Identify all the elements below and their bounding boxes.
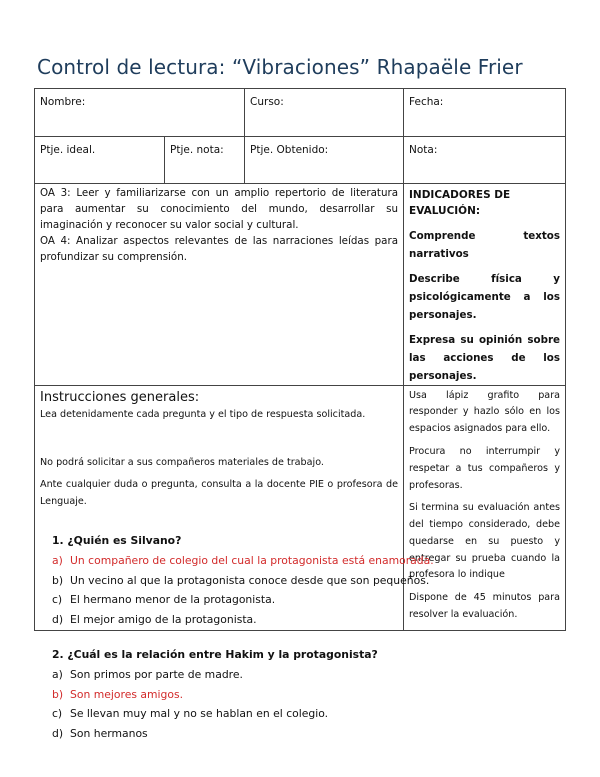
- objectives-cell: [35, 184, 404, 386]
- ptje-obtenido-label: Ptje. Obtenido:: [250, 144, 329, 156]
- fecha-label: Fecha:: [409, 96, 444, 108]
- question-text: ¿Cuál es la relación entre Hakim y la protagonista?: [67, 648, 378, 661]
- indicators-cell: [404, 184, 566, 386]
- question-text: ¿Quién es Silvano?: [67, 534, 182, 547]
- page-title: Control de lectura: “Vibraciones” Rhapaële Frier: [37, 55, 523, 79]
- rule-item: Procura no interrumpir y respetar a tus compañeros y profesoras.: [409, 446, 561, 491]
- answer-option[interactable]: a) Son primos por parte de madre.: [52, 668, 243, 681]
- nota-label: Nota:: [409, 144, 438, 156]
- nombre-field[interactable]: [35, 89, 245, 137]
- answer-option[interactable]: d) El mejor amigo de la protagonista.: [52, 612, 257, 626]
- oa4-text: OA 4: Analizar aspectos relevantes de las narraciones leídas para profundizar su comprensión.: [40, 234, 399, 263]
- oa3-text: OA 3: Leer y familiarizarse con un amplio repertorio de literatura para aumentar su conocimiento del mundo, desarrollar su imaginación y reconocer su valor social y cultural.: [40, 187, 399, 231]
- ptje-ideal-field[interactable]: [35, 137, 165, 184]
- curso-field[interactable]: [245, 89, 404, 137]
- rule-item: Si termina su evaluación antes del tiempo considerado, debe quedarse en su puesto y entregar su prueba cuando la profesora lo indique: [409, 502, 561, 581]
- answer-option[interactable]: c) Se llevan muy mal y no se hablan en el colegio.: [52, 707, 329, 720]
- ptje-obtenido-field[interactable]: [245, 137, 404, 184]
- indicator-item: Describe física y psicológicamente a los personajes.: [409, 272, 561, 321]
- indicator-item: Comprende textos narrativos: [409, 229, 561, 260]
- answer-option[interactable]: b) Un vecino al que la protagonista conoce desde que son pequeños.: [52, 573, 430, 587]
- instruction-item: Ante cualquier duda o pregunta, consulta a la docente PIE o profesora de Lenguaje.: [40, 479, 399, 507]
- ptje-nota-field[interactable]: [165, 137, 245, 184]
- rule-item: Usa lápiz grafito para responder y hazlo sólo en los espacios asignados para ello.: [409, 389, 561, 435]
- fecha-field[interactable]: [404, 89, 566, 137]
- question-title: 2. ¿Cuál es la relación entre Hakim y la protagonista?: [52, 648, 378, 661]
- nota-field[interactable]: [404, 137, 566, 184]
- instruction-item: Lea detenidamente cada pregunta y el tipo de respuesta solicitada.: [40, 408, 366, 420]
- answer-option[interactable]: a) Un compañero de colegio del cual la protagonista está enamorada.: [52, 554, 434, 567]
- answer-option[interactable]: b) Son mejores amigos.: [52, 687, 184, 701]
- question-1: [52, 534, 572, 629]
- instructions-title: Instrucciones generales:: [40, 389, 200, 405]
- answer-option[interactable]: d) Son hermanos: [52, 726, 148, 740]
- question-title: 1. ¿Quién es Silvano?: [52, 534, 182, 547]
- question-2: [52, 648, 572, 743]
- ptje-ideal-label: Ptje. ideal.: [40, 144, 96, 156]
- indicator-item: Expresa su opinión sobre las acciones de los personajes.: [409, 333, 561, 382]
- rule-item: Dispone de 45 minutos para resolver la evaluación.: [409, 592, 561, 621]
- nombre-label: Nombre:: [40, 96, 86, 108]
- answer-option[interactable]: c) El hermano menor de la protagonista.: [52, 593, 276, 606]
- questions-section: [52, 534, 572, 743]
- instruction-item: No podrá solicitar a sus compañeros materiales de trabajo.: [40, 457, 324, 469]
- indicators-title: INDICADORES DE EVALUCIÓN:: [409, 189, 511, 218]
- ptje-nota-label: Ptje. nota:: [170, 144, 224, 156]
- curso-label: Curso:: [250, 96, 284, 108]
